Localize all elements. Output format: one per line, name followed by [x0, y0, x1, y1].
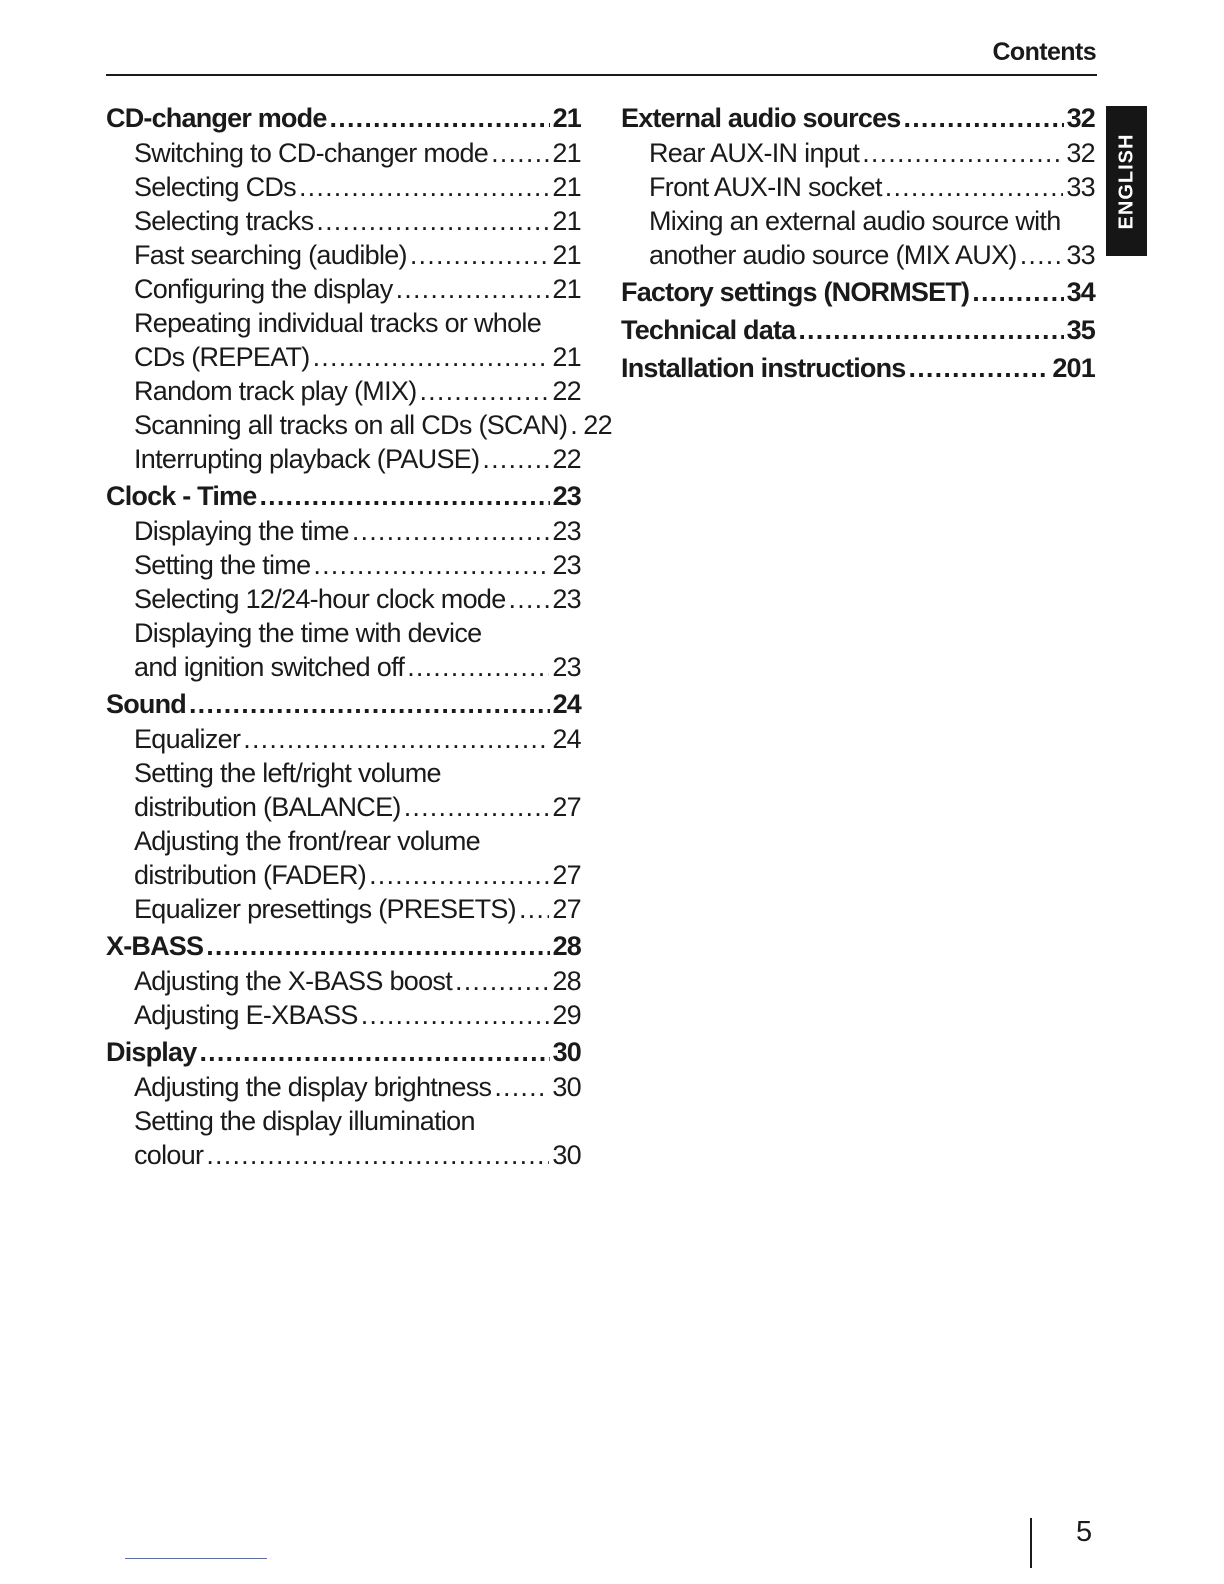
toc-entry-continued[interactable] [106, 616, 581, 650]
dot-leader [313, 548, 549, 582]
toc-section-heading[interactable] [621, 100, 1095, 136]
toc-entry[interactable] [106, 548, 581, 582]
dot-leader [369, 858, 549, 892]
toc-entry[interactable] [106, 272, 581, 306]
toc-entry[interactable] [106, 136, 581, 170]
toc-page-number: 27 [552, 792, 581, 822]
toc-page-number: 23 [552, 481, 581, 511]
toc-page-number: 22 [552, 376, 581, 406]
dot-leader [361, 998, 550, 1032]
dot-leader [491, 136, 549, 170]
toc-entry-label: Equalizer presettings (PRESETS) [134, 894, 516, 924]
dot-leader [885, 170, 1064, 204]
dot-leader [404, 790, 550, 824]
toc-entry-label: Fast searching (audible) [134, 240, 407, 270]
toc-entry-label: CD-changer mode [106, 103, 327, 133]
toc-page-number: 21 [552, 172, 581, 202]
toc-entry[interactable] [621, 170, 1095, 204]
toc-entry-label: Adjusting the display brightness [134, 1072, 492, 1102]
toc-entry-continued[interactable] [106, 1104, 581, 1138]
toc-entry[interactable] [106, 858, 581, 892]
dot-leader [396, 272, 550, 306]
dot-leader [419, 374, 549, 408]
toc-page-number: 22 [552, 444, 581, 474]
language-tab[interactable] [1106, 106, 1147, 256]
toc-entry-label: Adjusting the X-BASS boost [134, 966, 452, 996]
toc-page-number: 21 [552, 240, 581, 270]
toc-section [106, 478, 581, 684]
toc-entry[interactable] [106, 340, 581, 374]
toc-entry-label: Adjusting the front/rear volume [134, 826, 480, 856]
toc-entry-label: Random track play (MIX) [134, 376, 417, 406]
header-rule [106, 74, 1097, 76]
toc-entry-label: Selecting CDs [134, 172, 296, 202]
dot-leader [1020, 238, 1064, 272]
toc-entry[interactable] [106, 582, 581, 616]
toc-entry-label: distribution (FADER) [134, 860, 367, 890]
toc-entry[interactable] [106, 998, 581, 1032]
toc-entry-label: Selecting 12/24-hour clock mode [134, 584, 506, 614]
toc-page-number: 21 [552, 274, 581, 304]
toc-page-number: 21 [552, 206, 581, 236]
footer-divider [1030, 1518, 1032, 1568]
dot-leader [299, 170, 549, 204]
dot-leader [519, 892, 549, 926]
toc-page-number: 27 [552, 894, 581, 924]
dot-leader [798, 312, 1063, 348]
toc-section-heading[interactable] [621, 312, 1095, 348]
toc-entry[interactable] [106, 1138, 581, 1172]
toc-entry[interactable] [106, 790, 581, 824]
toc-page-number: 30 [552, 1072, 581, 1102]
dot-leader [904, 100, 1064, 136]
dot-leader [206, 1138, 549, 1172]
toc-entry[interactable] [106, 204, 581, 238]
toc-entry-label: another audio source (MIX AUX) [649, 240, 1017, 270]
toc-entry[interactable] [106, 514, 581, 548]
toc-entry-continued[interactable] [621, 204, 1095, 238]
toc-entry-label: CDs (REPEAT) [134, 342, 310, 372]
toc-section [106, 686, 581, 926]
toc-entry-label: Front AUX-IN socket [649, 172, 882, 202]
dot-leader [259, 478, 549, 514]
toc-page-number: 24 [552, 689, 581, 719]
toc-page-number: 23 [552, 652, 581, 682]
toc-entry-label: X-BASS [106, 931, 204, 961]
toc-page-number: 24 [552, 724, 581, 754]
toc-section-heading[interactable] [106, 928, 581, 964]
toc-section [621, 312, 1095, 348]
dot-leader [494, 1070, 549, 1104]
dot-leader [862, 136, 1063, 170]
toc-section [106, 1034, 581, 1172]
toc-entry-label: Technical data [621, 315, 796, 345]
toc-section-heading[interactable] [621, 274, 1095, 310]
toc-entry-label: Display [106, 1037, 197, 1067]
toc-entry-label: Repeating individual tracks or whole [134, 308, 542, 338]
dot-leader [313, 340, 550, 374]
dot-leader [972, 274, 1063, 310]
toc-entry-continued[interactable] [106, 306, 581, 340]
dot-leader [482, 442, 549, 476]
toc-left-column [106, 100, 612, 1174]
toc-entry[interactable] [106, 1070, 581, 1104]
dot-leader [316, 204, 549, 238]
toc-page-number: 32 [1066, 138, 1095, 168]
toc-page-number: 28 [552, 966, 581, 996]
toc-page-number: 33 [1066, 240, 1095, 270]
toc-entry-label: Installation instructions [621, 353, 906, 383]
toc-entry-label: Displaying the time with device [134, 618, 482, 648]
dot-leader [909, 350, 1050, 386]
toc-page-number: 22 [583, 410, 612, 440]
toc-entry-label: Setting the display illumination [134, 1106, 475, 1136]
toc-right-column [621, 100, 1095, 388]
dot-leader [407, 650, 549, 684]
toc-entry-label: Interrupting playback (PAUSE) [134, 444, 480, 474]
toc-entry-label: colour [134, 1140, 204, 1170]
toc-page-number: 27 [552, 860, 581, 890]
toc-page-number: 34 [1066, 277, 1095, 307]
toc-entry[interactable] [621, 136, 1095, 170]
toc-entry-label: Factory settings (NORMSET) [621, 277, 970, 307]
toc-entry-label: distribution (BALANCE) [134, 792, 401, 822]
toc-entry-continued[interactable] [106, 824, 581, 858]
footer-link-line [125, 1558, 267, 1559]
toc-page-number: 28 [552, 931, 581, 961]
toc-section [621, 100, 1095, 272]
toc-entry-continued[interactable] [106, 756, 581, 790]
toc-section-heading[interactable] [106, 100, 581, 136]
toc-page-number: 33 [1066, 172, 1095, 202]
toc-entry-label: Setting the time [134, 550, 311, 580]
toc-page-number: 23 [552, 550, 581, 580]
toc-entry[interactable] [106, 170, 581, 204]
toc-entry-label: Scanning all tracks on all CDs (SCAN) [134, 410, 568, 440]
language-tab-label: ENGLISH [1115, 133, 1137, 229]
toc-entry[interactable] [106, 408, 612, 442]
toc-entry-label: and ignition switched off [134, 652, 405, 682]
dot-leader [199, 1034, 549, 1070]
toc-page-number: 201 [1052, 353, 1095, 383]
toc-section-heading[interactable] [106, 478, 581, 514]
dot-leader [330, 100, 550, 136]
toc-entry[interactable] [106, 964, 581, 998]
toc-entry[interactable] [106, 374, 581, 408]
toc-entry-label: External audio sources [621, 103, 901, 133]
toc-entry[interactable] [106, 722, 581, 756]
toc-page-number: 21 [552, 138, 581, 168]
toc-page-number: 29 [552, 1000, 581, 1030]
toc-section-heading[interactable] [621, 350, 1095, 386]
dot-leader [206, 928, 549, 964]
toc-section [106, 100, 612, 476]
toc-entry-label: Clock - Time [106, 481, 257, 511]
toc-section [106, 928, 581, 1032]
toc-entry-label: Displaying the time [134, 516, 349, 546]
toc-entry-label: Sound [106, 689, 186, 719]
toc-section-heading[interactable] [106, 1034, 581, 1070]
toc-entry-label: Selecting tracks [134, 206, 314, 236]
toc-entry-label: Rear AUX-IN input [649, 138, 860, 168]
dot-leader [243, 722, 549, 756]
toc-page-number: 21 [552, 342, 581, 372]
toc-page-number: 23 [552, 584, 581, 614]
toc-page-number: 30 [552, 1140, 581, 1170]
dot-leader [570, 408, 580, 442]
toc-page-number: 30 [552, 1037, 581, 1067]
toc-entry-label: Switching to CD-changer mode [134, 138, 489, 168]
toc-page-number: 35 [1066, 315, 1095, 345]
page-header-title: Contents [992, 38, 1096, 66]
toc-page-number: 32 [1066, 103, 1095, 133]
dot-leader [352, 514, 550, 548]
toc-entry[interactable] [106, 892, 581, 926]
toc-entry-label: Setting the left/right volume [134, 758, 441, 788]
dot-leader [189, 686, 550, 722]
toc-section-heading[interactable] [106, 686, 581, 722]
toc-entry-label: Adjusting E-XBASS [134, 1000, 358, 1030]
dot-leader [410, 238, 550, 272]
toc-section [621, 350, 1095, 386]
toc-page-number: 21 [552, 103, 581, 133]
toc-entry[interactable] [106, 238, 581, 272]
dot-leader [455, 964, 549, 998]
toc-entry[interactable] [106, 442, 581, 476]
toc-entry-label: Equalizer [134, 724, 241, 754]
toc-section [621, 274, 1095, 310]
toc-entry[interactable] [621, 238, 1095, 272]
toc-entry[interactable] [106, 650, 581, 684]
page-number: 5 [1076, 1516, 1093, 1548]
toc-entry-label: Mixing an external audio source with [649, 206, 1061, 236]
toc-page-number: 23 [552, 516, 581, 546]
dot-leader [509, 582, 550, 616]
toc-entry-label: Configuring the display [134, 274, 393, 304]
